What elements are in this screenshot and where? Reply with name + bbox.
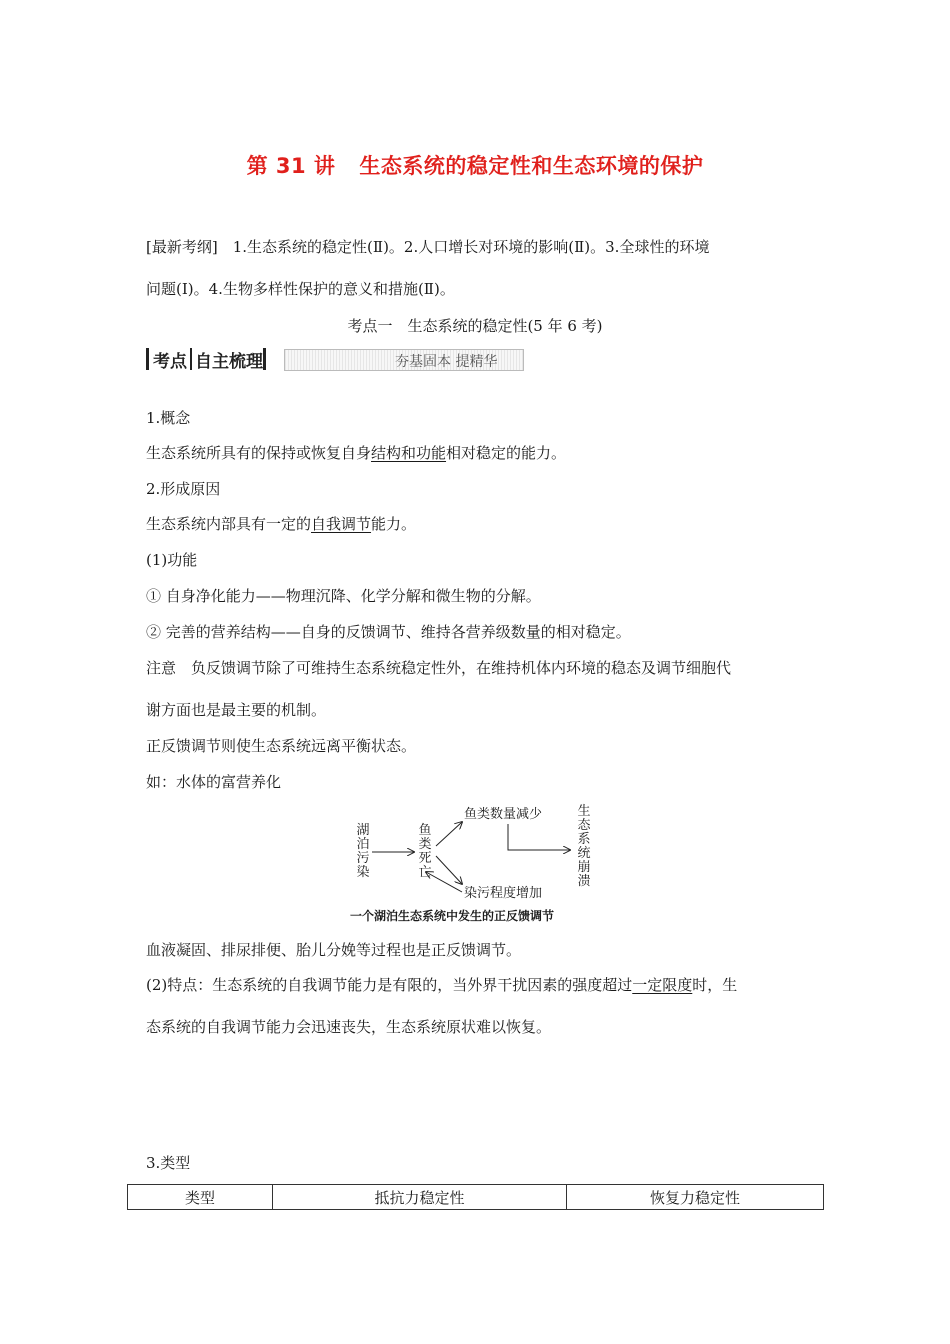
paragraph-feature-line-1: (2)特点：生态系统的自我调节能力是有限的，当外界干扰因素的强度超过一定限度时，生 <box>146 976 738 994</box>
table-row <box>128 1185 824 1210</box>
paragraph-example: 如：水体的富营养化 <box>146 773 282 791</box>
paragraph-positive-feedback: 正反馈调节则使生态系统远离平衡状态。 <box>146 737 417 755</box>
node-ecosystem-collapse: 生态系统崩溃 <box>577 804 591 889</box>
stability-table <box>127 1184 824 1210</box>
table-header-cell: 抵抗力稳定性 <box>273 1185 567 1210</box>
underlined-answer: 自我调节 <box>311 515 372 533</box>
syllabus-line-1: [最新考纲] 1.生态系统的稳定性(Ⅱ)。2.人口增长对环境的影响(Ⅱ)。3.全球性的环境 <box>146 238 710 256</box>
arrow-c-e <box>508 824 570 850</box>
syllabus-line-2: 问题(Ⅰ)。4.生物多样性保护的意义和措施(Ⅱ)。 <box>146 280 455 298</box>
list-item: ① 自身净化能力——物理沉降、化学分解和微生物的分解。 <box>146 587 541 605</box>
lecture-number: 第 31 讲 <box>246 154 336 178</box>
node-fish-decrease: 鱼类数量减少 <box>464 807 543 822</box>
paragraph-concept: 生态系统所具有的保持或恢复自身结构和功能相对稳定的能力。 <box>146 444 567 462</box>
node-fish-death: 鱼类死亡 <box>418 823 432 880</box>
paragraph-cause: 生态系统内部具有一定的自我调节能力。 <box>146 515 417 533</box>
page-title <box>0 150 950 180</box>
table-header-cell: 恢复力稳定性 <box>567 1185 824 1210</box>
underlined-answer: 结构和功能 <box>371 444 447 462</box>
banner-tagline: 夯基固本 提精华 <box>395 354 498 370</box>
section-heading: 考点一 生态系统的稳定性(5 年 6 考) <box>347 317 603 335</box>
heading-concept: 1.概念 <box>146 409 191 427</box>
heading-types: 3.类型 <box>146 1154 191 1172</box>
banner-label-1: 考点 <box>153 351 187 372</box>
heading-cause: 2.形成原因 <box>146 480 221 498</box>
subheading-function: (1)功能 <box>146 551 198 569</box>
paragraph-other-examples: 血液凝固、排尿排便、胎儿分娩等过程也是正反馈调节。 <box>146 941 522 959</box>
node-lake-pollution: 湖泊污染 <box>356 823 370 880</box>
banner-tagline-box <box>284 349 524 371</box>
banner-label-2: 自主梳理 <box>195 351 263 372</box>
feedback-diagram <box>350 800 600 925</box>
table-header-cell: 类型 <box>128 1185 273 1210</box>
banner-label <box>146 346 282 372</box>
node-pollution-increase: 染污程度增加 <box>464 886 543 901</box>
list-item: ② 完善的营养结构——自身的反馈调节、维持各营养级数量的相对稳定。 <box>146 623 631 641</box>
note-line-2: 谢方面也是最主要的机制。 <box>146 701 327 719</box>
note-line-1: 注意 负反馈调节除了可维持生态系统稳定性外，在维持机体内环境的稳态及调节细胞代 <box>146 659 732 677</box>
paragraph-feature-line-2: 态系统的自我调节能力会迅速丧失，生态系统原状难以恢复。 <box>146 1018 552 1036</box>
diagram-caption: 一个湖泊生态系统中发生的正反馈调节 <box>350 909 555 923</box>
underlined-answer: 一定限度 <box>632 976 693 994</box>
section-banner <box>146 346 526 372</box>
arrow-b-c <box>436 822 462 846</box>
lecture-topic: 生态系统的稳定性和生态环境的保护 <box>359 154 704 178</box>
